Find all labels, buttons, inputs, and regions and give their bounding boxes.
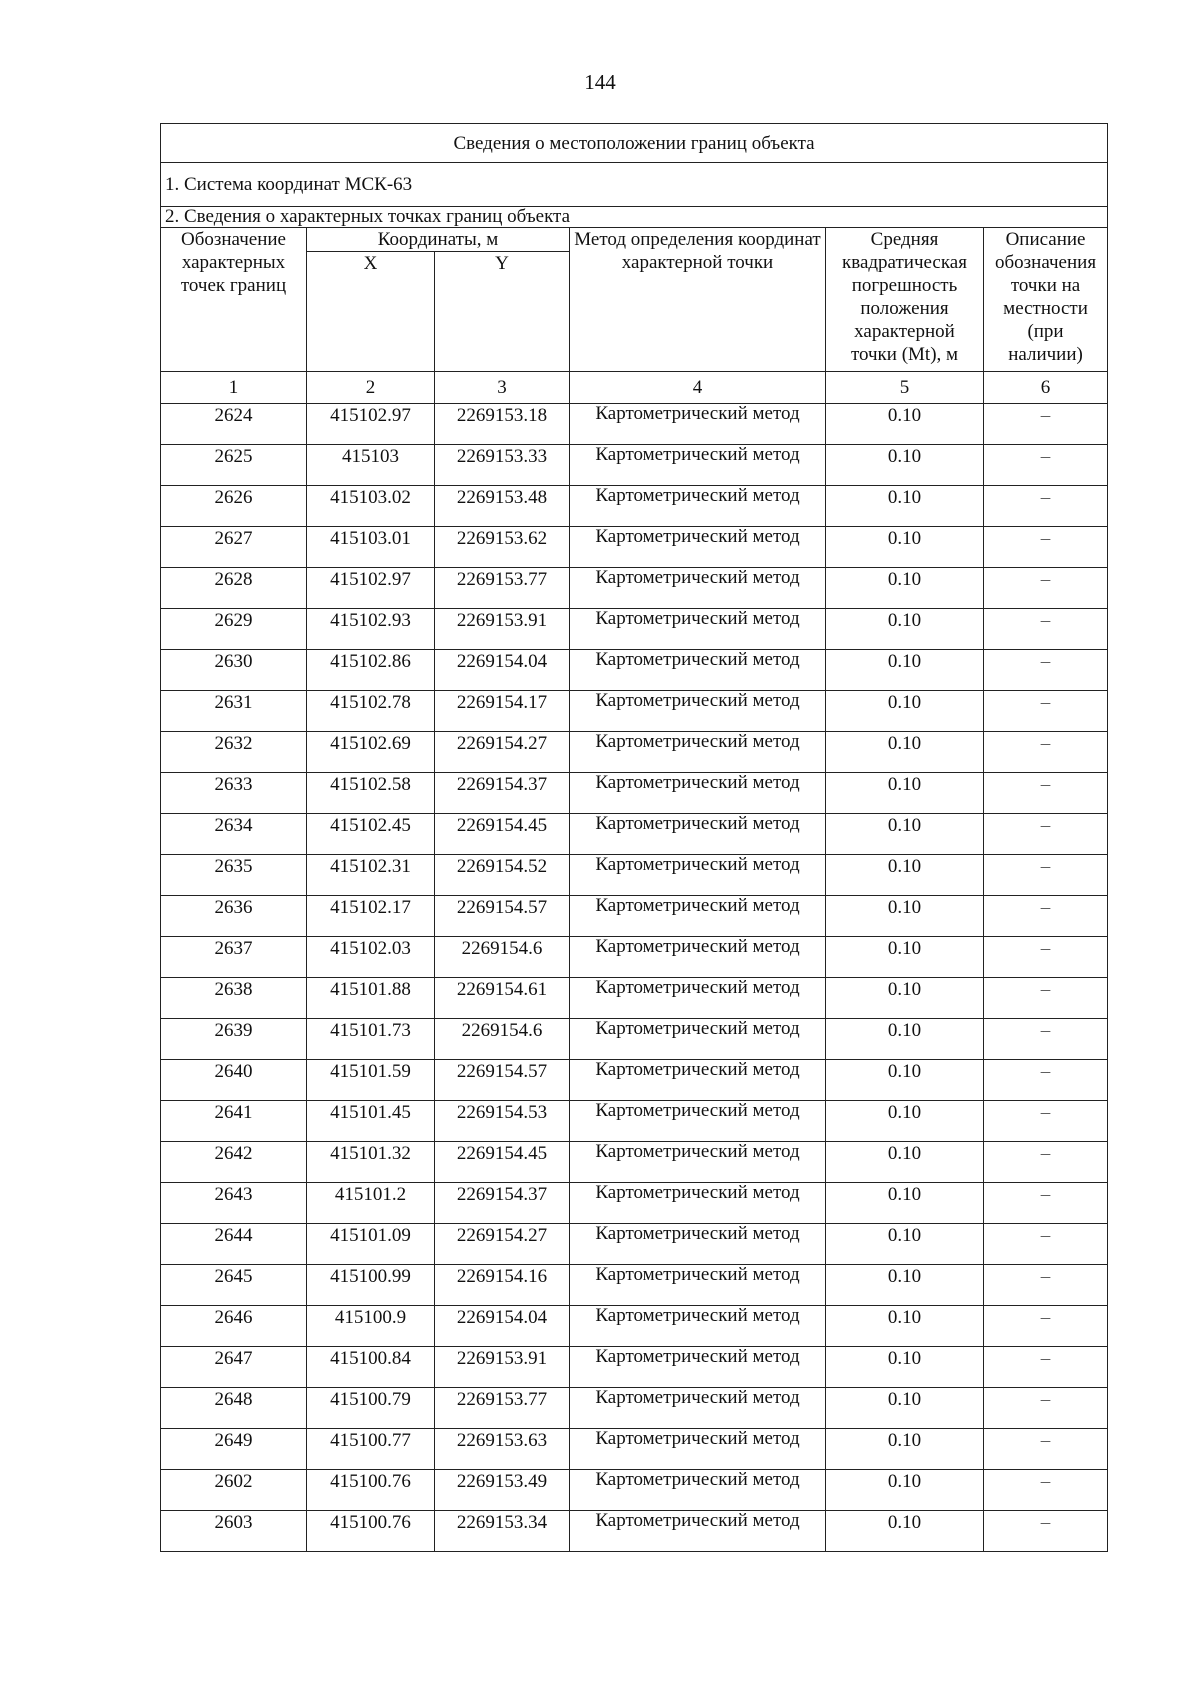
point-description: – [984, 1019, 1108, 1060]
point-id: 2632 [161, 732, 307, 773]
table-row [161, 814, 1108, 855]
mean-square-error: 0.10 [826, 814, 984, 855]
method: Картометрический метод [570, 1019, 826, 1060]
coord-x: 415102.45 [307, 814, 435, 855]
coord-y: 2269153.48 [435, 486, 570, 527]
point-description: – [984, 814, 1108, 855]
point-id: 2602 [161, 1470, 307, 1511]
method: Картометрический метод [570, 1306, 826, 1347]
point-id: 2634 [161, 814, 307, 855]
point-id: 2626 [161, 486, 307, 527]
point-description: – [984, 896, 1108, 937]
method: Картометрический метод [570, 1183, 826, 1224]
method: Картометрический метод [570, 486, 826, 527]
mean-square-error: 0.10 [826, 1101, 984, 1142]
table-row [161, 609, 1108, 650]
method: Картометрический метод [570, 404, 826, 445]
method: Картометрический метод [570, 1060, 826, 1101]
coord-x: 415103.02 [307, 486, 435, 527]
point-id: 2639 [161, 1019, 307, 1060]
point-id: 2645 [161, 1265, 307, 1306]
point-id: 2648 [161, 1388, 307, 1429]
coord-x: 415102.97 [307, 404, 435, 445]
coord-y: 2269154.17 [435, 691, 570, 732]
table-row [161, 1265, 1108, 1306]
coord-x: 415100.76 [307, 1470, 435, 1511]
method: Картометрический метод [570, 1142, 826, 1183]
method: Картометрический метод [570, 1224, 826, 1265]
point-id: 2643 [161, 1183, 307, 1224]
coord-x: 415100.77 [307, 1429, 435, 1470]
table-row [161, 1142, 1108, 1183]
coord-y: 2269153.63 [435, 1429, 570, 1470]
coord-x: 415101.2 [307, 1183, 435, 1224]
coord-y: 2269153.62 [435, 527, 570, 568]
point-description: – [984, 527, 1108, 568]
mean-square-error: 0.10 [826, 1224, 984, 1265]
point-description: – [984, 1060, 1108, 1101]
coord-y: 2269153.34 [435, 1511, 570, 1552]
point-description: – [984, 978, 1108, 1019]
mean-square-error: 0.10 [826, 691, 984, 732]
point-description: – [984, 568, 1108, 609]
coord-y: 2269154.04 [435, 650, 570, 691]
point-description: – [984, 1511, 1108, 1552]
point-description: – [984, 1388, 1108, 1429]
method: Картометрический метод [570, 978, 826, 1019]
mean-square-error: 0.10 [826, 404, 984, 445]
mean-square-error: 0.10 [826, 1019, 984, 1060]
coord-y: 2269153.49 [435, 1470, 570, 1511]
point-id: 2644 [161, 1224, 307, 1265]
mean-square-error: 0.10 [826, 732, 984, 773]
table-row [161, 527, 1108, 568]
coord-x: 415100.99 [307, 1265, 435, 1306]
coord-y: 2269153.18 [435, 404, 570, 445]
table-row [161, 896, 1108, 937]
method: Картометрический метод [570, 1511, 826, 1552]
point-id: 2649 [161, 1429, 307, 1470]
point-id: 2625 [161, 445, 307, 486]
mean-square-error: 0.10 [826, 527, 984, 568]
method: Картометрический метод [570, 568, 826, 609]
coord-x: 415102.86 [307, 650, 435, 691]
mean-square-error: 0.10 [826, 1306, 984, 1347]
column-numbers-row [161, 372, 1108, 404]
table-row [161, 732, 1108, 773]
method: Картометрический метод [570, 1470, 826, 1511]
coord-y: 2269154.16 [435, 1265, 570, 1306]
table-row [161, 978, 1108, 1019]
point-description: – [984, 855, 1108, 896]
coord-y: 2269154.57 [435, 1060, 570, 1101]
method: Картометрический метод [570, 814, 826, 855]
coord-y: 2269154.53 [435, 1101, 570, 1142]
point-description: – [984, 1306, 1108, 1347]
table-row [161, 1388, 1108, 1429]
point-id: 2629 [161, 609, 307, 650]
method: Картометрический метод [570, 1388, 826, 1429]
coord-x: 415102.78 [307, 691, 435, 732]
point-description: – [984, 732, 1108, 773]
point-id: 2642 [161, 1142, 307, 1183]
column-number: 6 [984, 372, 1108, 404]
table-row [161, 486, 1108, 527]
point-description: – [984, 1101, 1108, 1142]
coord-y: 2269154.27 [435, 1224, 570, 1265]
point-description: – [984, 1429, 1108, 1470]
point-id: 2628 [161, 568, 307, 609]
mean-square-error: 0.10 [826, 937, 984, 978]
table-row [161, 404, 1108, 445]
coord-y: 2269153.77 [435, 568, 570, 609]
point-id: 2603 [161, 1511, 307, 1552]
method: Картометрический метод [570, 896, 826, 937]
method: Картометрический метод [570, 650, 826, 691]
mean-square-error: 0.10 [826, 1265, 984, 1306]
table-row [161, 1101, 1108, 1142]
coord-y: 2269154.6 [435, 1019, 570, 1060]
point-description: – [984, 650, 1108, 691]
point-description: – [984, 486, 1108, 527]
point-id: 2636 [161, 896, 307, 937]
coord-x: 415103 [307, 445, 435, 486]
coord-x: 415102.97 [307, 568, 435, 609]
point-description: – [984, 1347, 1108, 1388]
point-id: 2646 [161, 1306, 307, 1347]
table-row [161, 445, 1108, 486]
coord-y: 2269154.04 [435, 1306, 570, 1347]
header-designation: Обозначение характерных точек границ [161, 228, 307, 372]
point-description: – [984, 1224, 1108, 1265]
table-row [161, 1183, 1108, 1224]
method: Картометрический метод [570, 855, 826, 896]
boundary-points-table [160, 123, 1108, 1552]
coord-x: 415100.79 [307, 1388, 435, 1429]
point-id: 2635 [161, 855, 307, 896]
table-row [161, 1306, 1108, 1347]
mean-square-error: 0.10 [826, 978, 984, 1019]
coord-y: 2269153.33 [435, 445, 570, 486]
method: Картометрический метод [570, 1265, 826, 1306]
mean-square-error: 0.10 [826, 773, 984, 814]
coord-y: 2269153.77 [435, 1388, 570, 1429]
table-row [161, 773, 1108, 814]
header-x: X [307, 252, 435, 372]
table-row [161, 855, 1108, 896]
table-row [161, 691, 1108, 732]
mean-square-error: 0.10 [826, 445, 984, 486]
page-number: 144 [584, 70, 616, 94]
point-description: – [984, 1265, 1108, 1306]
column-number: 3 [435, 372, 570, 404]
coord-x: 415101.32 [307, 1142, 435, 1183]
coord-x: 415100.84 [307, 1347, 435, 1388]
point-id: 2631 [161, 691, 307, 732]
coord-x: 415102.69 [307, 732, 435, 773]
table-title: Сведения о местоположении границ объекта [161, 124, 1108, 163]
coord-x: 415102.31 [307, 855, 435, 896]
table-row [161, 1511, 1108, 1552]
mean-square-error: 0.10 [826, 1429, 984, 1470]
point-description: – [984, 937, 1108, 978]
point-description: – [984, 1183, 1108, 1224]
method: Картометрический метод [570, 773, 826, 814]
table-row [161, 568, 1108, 609]
table-row [161, 1060, 1108, 1101]
method: Картометрический метод [570, 445, 826, 486]
coord-x: 415101.59 [307, 1060, 435, 1101]
coord-x: 415101.88 [307, 978, 435, 1019]
point-id: 2647 [161, 1347, 307, 1388]
table-row [161, 1429, 1108, 1470]
method: Картометрический метод [570, 1429, 826, 1470]
mean-square-error: 0.10 [826, 855, 984, 896]
point-description: – [984, 691, 1108, 732]
points-section-label: 2. Сведения о характерных точках границ объекта [161, 207, 1108, 228]
coord-x: 415103.01 [307, 527, 435, 568]
coord-y: 2269153.91 [435, 1347, 570, 1388]
point-description: – [984, 1470, 1108, 1511]
coord-x: 415102.17 [307, 896, 435, 937]
table-row [161, 650, 1108, 691]
mean-square-error: 0.10 [826, 568, 984, 609]
column-number: 4 [570, 372, 826, 404]
mean-square-error: 0.10 [826, 1347, 984, 1388]
coord-x: 415100.76 [307, 1511, 435, 1552]
point-id: 2637 [161, 937, 307, 978]
mean-square-error: 0.10 [826, 896, 984, 937]
method: Картометрический метод [570, 691, 826, 732]
header-error: Средняя квадратическая погрешность положения характерной точки (Mt), м [826, 228, 984, 372]
point-id: 2627 [161, 527, 307, 568]
method: Картометрический метод [570, 527, 826, 568]
table-row [161, 1019, 1108, 1060]
coord-x: 415102.03 [307, 937, 435, 978]
point-id: 2633 [161, 773, 307, 814]
mean-square-error: 0.10 [826, 1142, 984, 1183]
method: Картометрический метод [570, 732, 826, 773]
header-coordinates: Координаты, м [307, 228, 570, 252]
coord-y: 2269153.91 [435, 609, 570, 650]
coord-x: 415102.58 [307, 773, 435, 814]
header-method: Метод определения координат характерной точки [570, 228, 826, 372]
mean-square-error: 0.10 [826, 486, 984, 527]
method: Картометрический метод [570, 1101, 826, 1142]
coord-y: 2269154.52 [435, 855, 570, 896]
point-id: 2630 [161, 650, 307, 691]
point-description: – [984, 609, 1108, 650]
coord-y: 2269154.57 [435, 896, 570, 937]
mean-square-error: 0.10 [826, 650, 984, 691]
method: Картометрический метод [570, 609, 826, 650]
mean-square-error: 0.10 [826, 1388, 984, 1429]
point-id: 2624 [161, 404, 307, 445]
mean-square-error: 0.10 [826, 1183, 984, 1224]
point-description: – [984, 445, 1108, 486]
coord-y: 2269154.61 [435, 978, 570, 1019]
coord-x: 415100.9 [307, 1306, 435, 1347]
table-row [161, 1347, 1108, 1388]
point-description: – [984, 773, 1108, 814]
point-id: 2641 [161, 1101, 307, 1142]
point-id: 2640 [161, 1060, 307, 1101]
coord-y: 2269154.37 [435, 1183, 570, 1224]
point-description: – [984, 404, 1108, 445]
header-y: Y [435, 252, 570, 372]
mean-square-error: 0.10 [826, 1511, 984, 1552]
table-row [161, 1470, 1108, 1511]
coord-y: 2269154.37 [435, 773, 570, 814]
column-number: 2 [307, 372, 435, 404]
column-number: 5 [826, 372, 984, 404]
coord-y: 2269154.27 [435, 732, 570, 773]
method: Картометрический метод [570, 1347, 826, 1388]
coord-x: 415101.09 [307, 1224, 435, 1265]
method: Картометрический метод [570, 937, 826, 978]
mean-square-error: 0.10 [826, 609, 984, 650]
coordinate-system-label: 1. Система координат МСК-63 [161, 163, 1108, 207]
column-number: 1 [161, 372, 307, 404]
table-row [161, 1224, 1108, 1265]
table-row [161, 937, 1108, 978]
coord-y: 2269154.45 [435, 1142, 570, 1183]
coord-x: 415102.93 [307, 609, 435, 650]
coord-y: 2269154.45 [435, 814, 570, 855]
mean-square-error: 0.10 [826, 1060, 984, 1101]
mean-square-error: 0.10 [826, 1470, 984, 1511]
point-description: – [984, 1142, 1108, 1183]
header-description: Описание обозначения точки на местности (при наличии) [984, 228, 1108, 372]
coord-x: 415101.45 [307, 1101, 435, 1142]
coord-x: 415101.73 [307, 1019, 435, 1060]
coord-y: 2269154.6 [435, 937, 570, 978]
point-id: 2638 [161, 978, 307, 1019]
